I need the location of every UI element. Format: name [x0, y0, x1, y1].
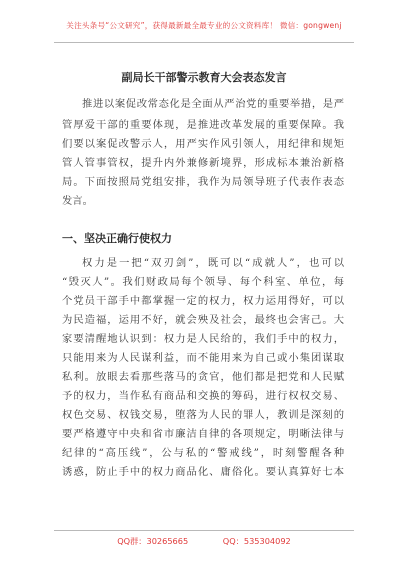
paragraph-line: 只能用来为人民谋利益，而不能用来为自己或小集团谋取 [62, 352, 344, 364]
footer-qq: QQ：535304092 [222, 536, 291, 546]
header-promo-note: 关注头条号“公文研究”，获得最新最全最专业的公文资料库！ 微信：gongwenj [66, 21, 342, 30]
paragraph-line: 纪律的“高压线”，公与私的“警戒线”，时刻警醒各种 [62, 447, 344, 459]
intro-paragraph [62, 95, 344, 114]
paragraph-line: 推进以案促改常态化是全面从严治党的重要举措，是严 [82, 98, 344, 110]
paragraph-line: 家要清醒地认识到：权力是人民给的，我们手中的权力， [62, 333, 344, 345]
paragraph-line: 私利。放眼去看那些落马的贪官，他们都是把党和人民赋 [62, 371, 344, 383]
paragraph-line: 为民造福，运用不好，就会殃及社会，最终也会害己。大 [62, 314, 344, 326]
paragraph-line: 诱惑，防止手中的权力商品化、庸俗化。要认真算好七本 [62, 466, 344, 478]
paragraph-line: 予的权力，当作私有商品和交换的筹码，进行权权交易、 [62, 390, 344, 402]
page-title: 副局长干部警示教育大会表态发言 [121, 71, 287, 84]
body-paragraph [62, 116, 344, 211]
paragraph-line: 个党员干部手中都掌握一定的权力，权力运用得好，可以 [62, 295, 344, 307]
header-divider [54, 42, 354, 43]
section-paragraph [62, 254, 344, 482]
paragraph-line: 管厚爱干部的重要体现，是推进改革发展的重要保障。我 [62, 119, 344, 131]
footer-qq-group: QQ群：30265665 [117, 536, 189, 546]
paragraph-line: 局。下面按照局党组安排，我作为局领导班子代表作表态 [62, 176, 344, 188]
section-heading: 一、坚决正确行使权力 [62, 232, 172, 245]
paragraph-line: 们要以案促改警示人，用严实作风引领人，用纪律和规矩 [62, 138, 344, 150]
paragraph-line: 要严格遵守中央和省市廉洁自律的各项规定，明晰法律与 [62, 428, 344, 440]
paragraph-line: 权色交易、权钱交易，堕落为人民的罪人，教训是深刻的 [62, 409, 344, 421]
footer-divider [54, 530, 354, 531]
paragraph-line: 发言。 [62, 195, 93, 207]
paragraph-line: 管人管事管权，提升内外兼修新境界，形成标本兼治新格 [62, 157, 344, 169]
paragraph-line: “毁灭人”。我们财政局每个领导、每个科室、单位，每 [62, 276, 344, 288]
paragraph-line: 权力是一把“双刃剑”，既可以“成就人”，也可以 [82, 257, 344, 269]
footer-contact [0, 536, 408, 547]
